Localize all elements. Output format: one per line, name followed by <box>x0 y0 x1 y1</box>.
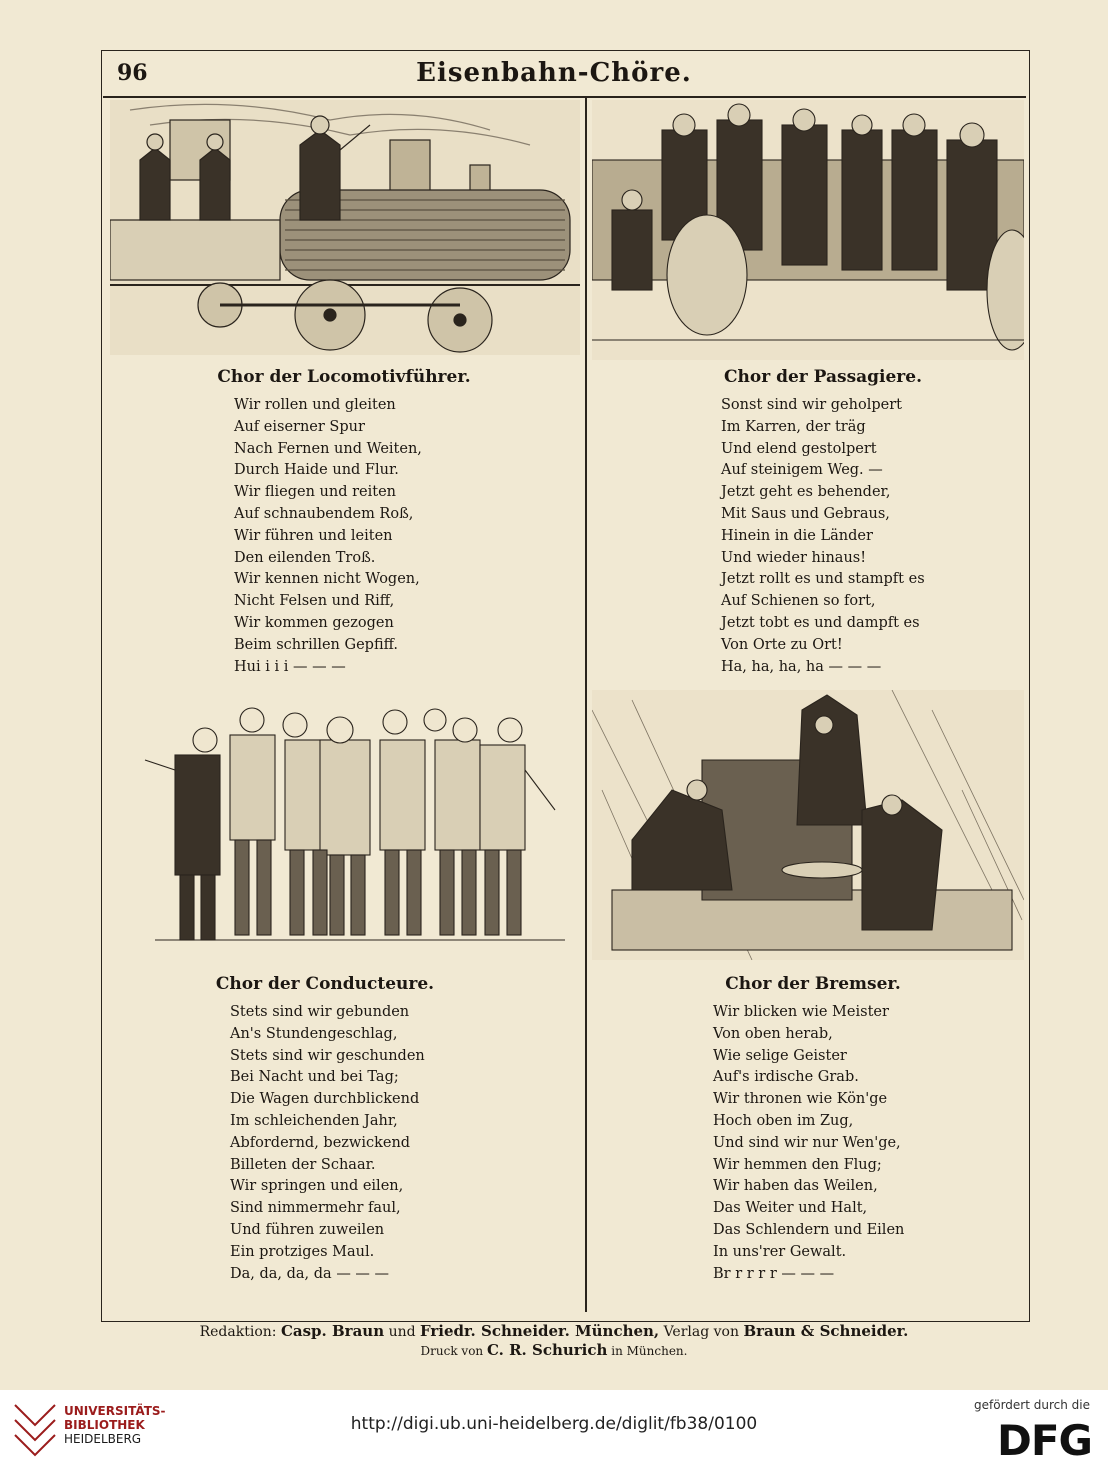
poem-title-locomotive: Chor der Locomotivführer. <box>217 367 471 387</box>
poem-line: Beim schrillen Gepfiff. <box>234 636 399 653</box>
poem-line: Auf Schienen so fort, <box>721 593 876 610</box>
poem-line: An's Stundengeschlag, <box>230 1025 398 1042</box>
poem-passengers <box>721 395 925 678</box>
poem-line: Wir thronen wie Kön'ge <box>713 1091 888 1108</box>
poem-line: Jetzt tobt es und dampft es <box>721 614 920 631</box>
poem-title-passengers: Chor der Passagiere. <box>723 367 923 387</box>
poem-line: Wir führen und leiten <box>234 527 393 544</box>
poem-line: Und führen zuweilen <box>230 1221 385 1238</box>
poem-line: Und wieder hinaus! <box>721 549 867 566</box>
poem-line: Wir kommen gezogen <box>234 614 394 631</box>
poem-line: Wir hemmen den Flug; <box>713 1156 882 1173</box>
poem-line: Und sind wir nur Wen'ge, <box>713 1134 901 1151</box>
imprint-printer: C. R. Schurich <box>486 1341 608 1359</box>
imprint-und: und <box>388 1324 416 1340</box>
poem-line: Br r r r r — — — <box>713 1265 835 1282</box>
imprint-druck: Druck von <box>420 1344 484 1358</box>
poem-line: Hui i i i — — — <box>234 658 346 675</box>
poem-line: Durch Haide und Flur. <box>234 462 399 479</box>
poem-line: Sind nimmermehr faul, <box>230 1200 401 1217</box>
poem-line: Abfordernd, bezwickend <box>230 1134 411 1151</box>
poem-line: Den eilenden Troß. <box>234 549 376 566</box>
poem-line: Im schleichenden Jahr, <box>230 1112 398 1129</box>
poem-line: Das Weiter und Halt, <box>713 1200 868 1217</box>
poem-line: Auf's irdische Grab. <box>713 1069 859 1086</box>
poem-line: Sonst sind wir geholpert <box>721 397 902 413</box>
page-title: Eisenbahn-Chöre. <box>416 58 692 88</box>
poem-line: Auf steinigem Weg. — <box>721 462 883 479</box>
poem-locomotive <box>234 395 422 678</box>
imprint-prefix: Redaktion: <box>199 1324 277 1340</box>
poem-brakemen <box>713 1002 904 1285</box>
poem-line: Hinein in die Länder <box>721 527 873 544</box>
poem-line: Im Karren, der träg <box>721 418 866 435</box>
imprint-line-1 <box>0 1322 1108 1340</box>
poem-line: Von Orte zu Ort! <box>721 636 843 653</box>
poem-title-brakemen: Chor der Bremser. <box>725 974 901 994</box>
header-rule <box>103 96 1026 98</box>
poem-line: Das Schlendern und Eilen <box>713 1221 905 1238</box>
poem-line: Wir kennen nicht Wogen, <box>234 571 420 588</box>
conductors-illustration <box>135 700 575 950</box>
poem-line: Nicht Felsen und Riff, <box>234 593 395 610</box>
poem-line: Auf schnaubendem Roß, <box>234 505 414 522</box>
imprint-publisher: Braun & Schneider. <box>743 1322 909 1340</box>
poem-conductors <box>230 1002 425 1285</box>
poem-line: Ein protziges Maul. <box>230 1243 375 1260</box>
page-number: 96 <box>117 60 148 86</box>
poem-line: Jetzt rollt es und stampft es <box>721 571 925 588</box>
poem-line: Jetzt geht es behender, <box>721 484 891 501</box>
poem-line: Wir blicken wie Meister <box>713 1004 889 1020</box>
brakemen-illustration <box>592 690 1024 960</box>
poem-line: Wir haben das Weilen, <box>713 1178 878 1195</box>
column-divider <box>585 98 587 1312</box>
permalink-url[interactable]: http://digi.ub.uni-heidelberg.de/diglit/fb38/0100 <box>350 1414 758 1434</box>
imprint-editor-2: Friedr. Schneider. München, <box>420 1322 660 1340</box>
poem-line: Von oben herab, <box>713 1025 833 1042</box>
funded-by-label: gefördert durch die <box>974 1398 1090 1412</box>
poem-line: Wir fliegen und reiten <box>234 484 396 501</box>
library-name-line-2: BIBLIOTHEK <box>64 1418 145 1432</box>
poem-line: Auf eiserner Spur <box>234 418 365 435</box>
poem-line: Billeten der Schaar. <box>230 1156 376 1173</box>
imprint-location: in München. <box>611 1344 688 1358</box>
poem-line: Wir rollen und gleiten <box>234 397 396 413</box>
poem-line: Mit Saus und Gebraus, <box>721 505 890 522</box>
poem-line: Wie selige Geister <box>713 1047 847 1064</box>
imprint-verlag: Verlag von <box>663 1324 740 1340</box>
poem-line: Ha, ha, ha, ha — — — <box>721 658 882 675</box>
dfg-logo[interactable]: DFG <box>996 1416 1092 1465</box>
poem-line: Stets sind wir geschunden <box>230 1047 425 1064</box>
library-name-line-3: HEIDELBERG <box>64 1432 142 1446</box>
poem-line: Stets sind wir gebunden <box>230 1004 410 1020</box>
passengers-illustration <box>592 100 1024 360</box>
poem-line: Wir springen und eilen, <box>230 1178 404 1195</box>
poem-line: Da, da, da, da — — — <box>230 1265 390 1282</box>
viewer-footer-bar <box>0 1390 1108 1467</box>
locomotive-illustration <box>110 100 580 355</box>
poem-line: Und elend gestolpert <box>721 440 877 457</box>
poem-title-conductors: Chor der Conducteure. <box>215 974 435 994</box>
poem-line: In uns'rer Gewalt. <box>713 1243 847 1260</box>
imprint-editor-1: Casp. Braun <box>280 1322 385 1340</box>
poem-line: Hoch oben im Zug, <box>713 1112 854 1129</box>
poem-line: Bei Nacht und bei Tag; <box>230 1069 399 1086</box>
imprint-line-2 <box>0 1341 1108 1359</box>
poem-line: Nach Fernen und Weiten, <box>234 440 422 457</box>
library-name-line-1: UNIVERSITÄTS- <box>64 1404 166 1418</box>
poem-line: Die Wagen durchblickend <box>230 1091 420 1108</box>
